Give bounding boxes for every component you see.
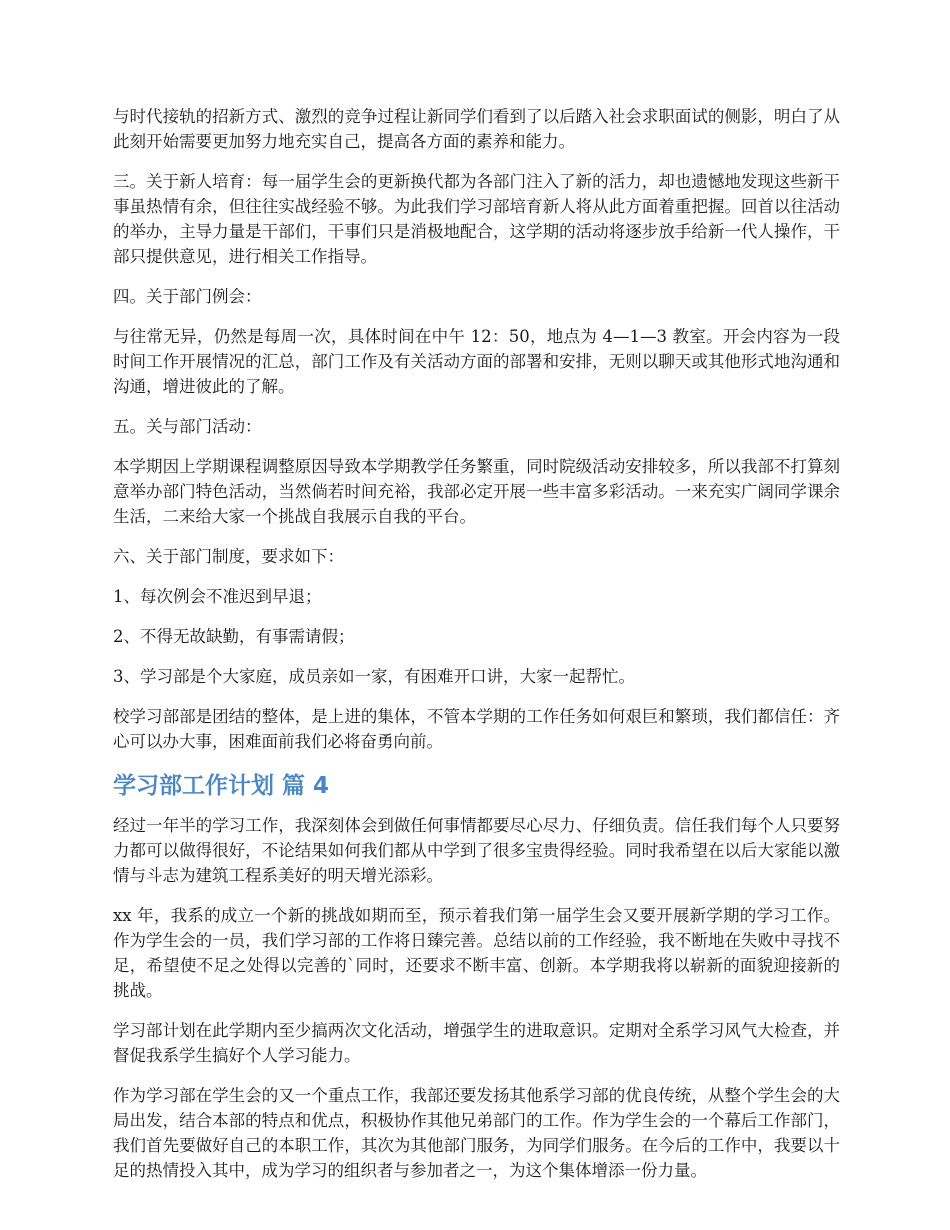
paragraph: 三。关于新人培育：每一届学生会的更新换代都为各部门注入了新的活力，却也遗憾地发现这些新干事虽热情有余，但往往实战经验不够。为此我们学习部培育新人将从此方面着重把握。回首以往活动的举办，主导力量是干部们，干事们只是消极地配合，这学期的活动将逐步放手给新一代人操作，干部只提供意见，进行相关工作指导。 xyxy=(113,172,840,266)
subheading-paragraph: 六、关于部门制度，要求如下： xyxy=(113,547,344,566)
paragraph: 校学习部部是团结的整体，是上进的集体，不管本学期的工作任务如何艰巨和繁琐，我们都信任：齐心可以办大事，困难面前我们必将奋勇向前。 xyxy=(113,707,840,751)
subheading-paragraph: 五。关与部门活动： xyxy=(113,417,262,436)
section-heading: 学习部工作计划 篇 4 xyxy=(113,773,330,799)
paragraph: 与时代接轨的招新方式、激烈的竞争过程让新同学们看到了以后踏入社会求职面试的侧影，明白了从此刻开始需要更加努力地充实自己，提高各方面的素养和能力。 xyxy=(113,107,840,151)
paragraph: 经过一年半的学习工作，我深刻体会到做任何事情都要尽心尽力、仔细负责。信任我们每个人只要努力都可以做得很好，不论结果如何我们都从中学到了很多宝贵得经验。同时我希望在以后大家能以激情与斗志为建筑工程系美好的明天增光添彩。 xyxy=(113,816,840,885)
document-page xyxy=(113,104,840,1198)
list-item: 1、每次例会不准迟到早退； xyxy=(113,587,322,606)
list-item: 3、学习部是个大家庭，成员亲如一家，有困难开口讲，大家一起帮忙。 xyxy=(113,667,635,686)
paragraph: 作为学习部在学生会的又一个重点工作，我部还要发扬其他系学习部的优良传统，从整个学生会的大局出发，结合本部的特点和优点，积极协作其他兄弟部门的工作。作为学生会的一个幕后工作部门，我们首先要做好自己的本职工作，其次为其他部门服务，为同学们服务。在今后的工作中，我要以十足的热情投入其中，成为学习的组织者与参加者之一，为这个集体增添一份力量。 xyxy=(113,1086,840,1180)
paragraph: 与往常无异，仍然是每周一次，具体时间在中午 12：50，地点为 4—1—3 教室。开会内容为一段时间工作开展情况的汇总，部门工作及有关活动方面的部署和安排，无则以聊天或其他形式地沟通和沟通，增进彼此的了解。 xyxy=(113,327,840,396)
paragraph: 学习部计划在此学期内至少搞两次文化活动，增强学生的进取意识。定期对全系学习风气大检查，并督促我系学生搞好个人学习能力。 xyxy=(113,1021,840,1065)
paragraph: 本学期因上学期课程调整原因导致本学期教学任务繁重，同时院级活动安排较多，所以我部不打算刻意举办部门特色活动，当然倘若时间充裕，我部必定开展一些丰富多彩活动。一来充实广阔同学课余生活，二来给大家一个挑战自我展示自我的平台。 xyxy=(113,457,840,526)
subheading-paragraph: 四。关于部门例会： xyxy=(113,287,262,306)
paragraph: xx 年，我系的成立一个新的挑战如期而至，预示着我们第一届学生会又要开展新学期的学习工作。作为学生会的一员，我们学习部的工作将日臻完善。总结以前的工作经验，我不断地在失败中寻找不足，希望使不足之处得以完善的`同时，还要求不断丰富、创新。本学期我将以崭新的面貌迎接新的挑战。 xyxy=(113,906,840,1000)
list-item: 2、不得无故缺勤，有事需请假； xyxy=(113,627,355,646)
